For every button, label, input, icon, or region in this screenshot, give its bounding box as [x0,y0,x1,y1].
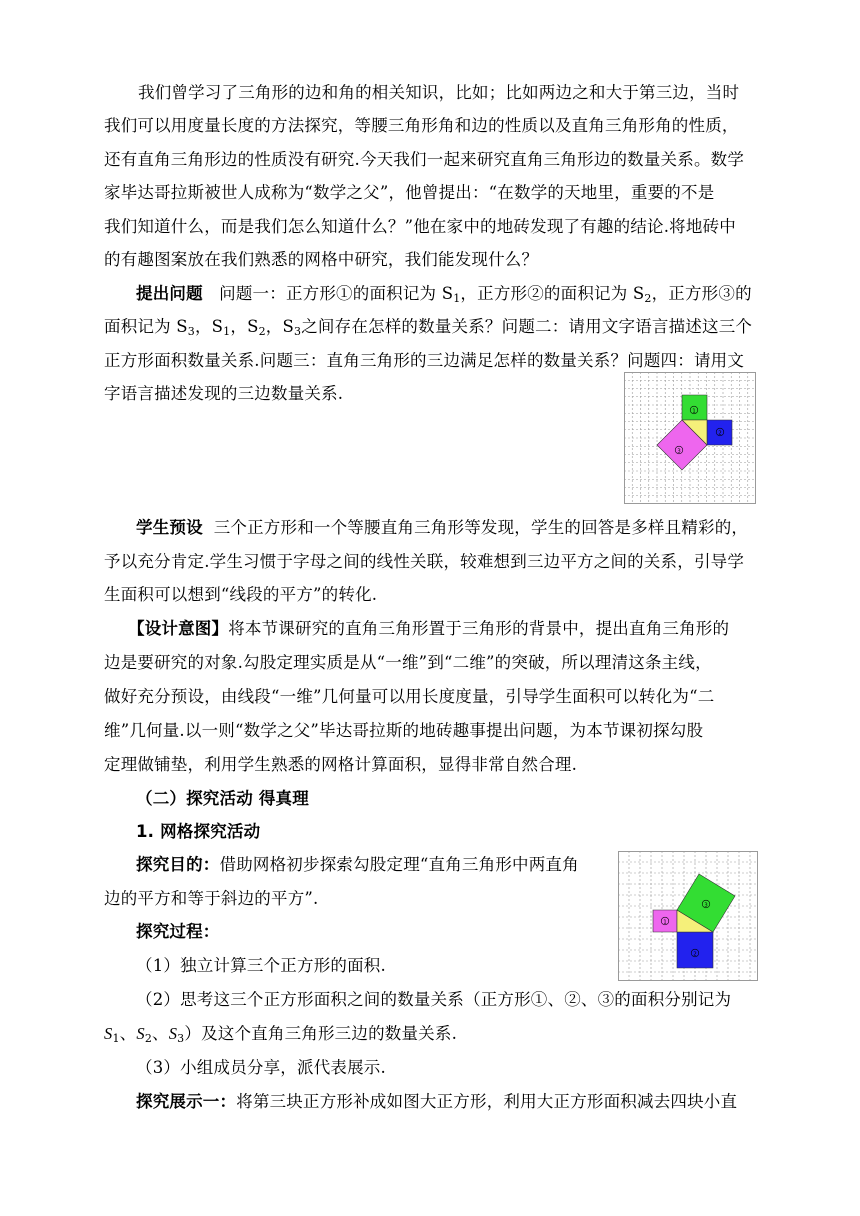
preset-line-2: 予以充分肯定.学生习惯于字母之间的线性关联，较难想到三边平方之间的关系，引导学 [104,552,745,571]
question-text: 问题一：正方形①的面积记为 S [219,284,454,303]
var-s: S [136,1024,145,1043]
design-line-5: 定理做铺垫，利用学生熟悉的网格计算面积，显得非常自然合理. [104,755,578,774]
preset-heading: 学生预设 [136,518,203,537]
square-3-label: 3 [677,448,681,455]
question-text: ，正方形②的面积记为 S [460,284,645,303]
subscript: 2 [644,292,652,305]
intro-line-4: 家毕达哥拉斯被世人成称为“数学之父”，他曾提出：“在数学的天地里，重要的不是 [104,183,715,202]
section-subtitle: 1. 网格探究活动 [136,822,261,841]
process-step-1: （1）独立计算三个正方形的面积. [136,956,386,975]
square-1-label: 1 [692,408,696,415]
subscript: 2 [144,1032,153,1045]
process-heading: 探究过程： [136,922,220,941]
purpose-line-1 [136,848,579,882]
intro-line-5: 我们知道什么，而是我们怎么知道什么？”他在家中的地砖发现了有趣的结论.将地砖中 [104,217,736,236]
grid-figure-2 [618,851,758,981]
process-text: ）及这个直角三角形三边的数量关系. [184,1024,458,1043]
square-3-label: 3 [704,902,708,909]
subscript: 1 [112,1032,120,1045]
preset-text: 三个正方形和一个等腰直角三角形等发现，学生的回答是多样且精彩的， [213,518,749,537]
question-text: 面积记为 S [104,317,188,336]
process-step-2: （2）思考这三个正方形面积之间的数量关系（正方形①、②、③的面积分别记为 [136,990,732,1009]
intro-line-6: 的有趣图案放在我们熟悉的网格中研究，我们能发现什么？ [104,250,539,269]
process-step-2-cont [104,1017,457,1056]
design-heading: 【设计意图】 [128,619,229,638]
show-text: 将第三块正方形补成如图大正方形，利用大正方形面积减去四块小直 [236,1092,738,1111]
subscript: 1 [453,292,461,305]
design-line-1 [128,612,729,646]
design-line-2: 边是要研究的对象.勾股定理实质是从“一维”到“二维”的突破，所以理清这条主线， [104,653,712,672]
subscript: 3 [187,325,195,338]
subscript: 1 [223,325,231,338]
preset-line-1 [136,511,748,545]
separator: 、 [152,1024,169,1043]
question-heading: 提出问题 [136,284,203,303]
subscript: 3 [177,1032,185,1045]
question-line-4: 字语言描述发现的三边数量关系. [104,384,344,403]
square-1-label: 1 [663,919,667,926]
separator: 、 [119,1024,137,1043]
intro-line-3: 还有直角三角形边的性质没有研究.今天我们一起来研究直角三角形边的数量关系。数学 [104,150,745,169]
grid-figure-1 [624,372,756,504]
question-text: ，S [230,317,259,336]
var-s: S [168,1024,178,1043]
show-heading: 探究展示一： [136,1092,237,1111]
square-2-label: 2 [693,951,697,958]
question-line-2 [104,310,752,349]
question-text: ，S [265,317,295,336]
purpose-heading: 探究目的： [136,855,220,874]
design-text: 将本节课研究的直角三角形置于三角形的背景中，提出直角三角形的 [228,619,730,638]
subscript: 3 [294,325,302,338]
preset-line-3: 生面积可以想到“线段的平方”的转化. [104,585,378,604]
show-line-1 [136,1085,737,1119]
square-2-label: 2 [718,430,722,437]
design-line-4: 维”几何量.以一则“数学之父”毕达哥拉斯的地砖趣事提出问题，为本节课初探勾股 [104,721,704,740]
purpose-line-2: 边的平方和等于斜边的平方”. [104,889,319,908]
question-line-3: 正方形面积数量关系.问题三：直角三角形的三边满足怎样的数量关系？问题四：请用文 [104,351,745,370]
intro-line-2: 我们可以用度量长度的方法探究，等腰三角形角和边的性质以及直角三角形角的性质， [104,116,739,135]
intro-line-1: 我们曾学习了三角形的边和角的相关知识，比如；比如两边之和大于第三边，当时 [138,83,740,102]
var-s: S [104,1024,113,1043]
question-text: ，S [194,317,224,336]
subscript: 2 [258,325,266,338]
square-2 [677,932,713,968]
purpose-text: 借助网格初步探索勾股定理“直角三角形中两直角 [219,855,579,874]
section-title: （二）探究活动 得真理 [136,789,309,808]
process-step-3: （3）小组成员分享，派代表展示. [136,1058,386,1077]
question-text: 之间存在怎样的数量关系？问题二：请用文字语言描述这三个 [301,317,753,336]
design-line-3: 做好充分预设，由线段“一维”几何量可以用长度度量，引导学生面积可以转化为“二 [104,687,715,706]
question-text: ，正方形③的 [651,284,752,303]
square-1 [682,395,707,420]
